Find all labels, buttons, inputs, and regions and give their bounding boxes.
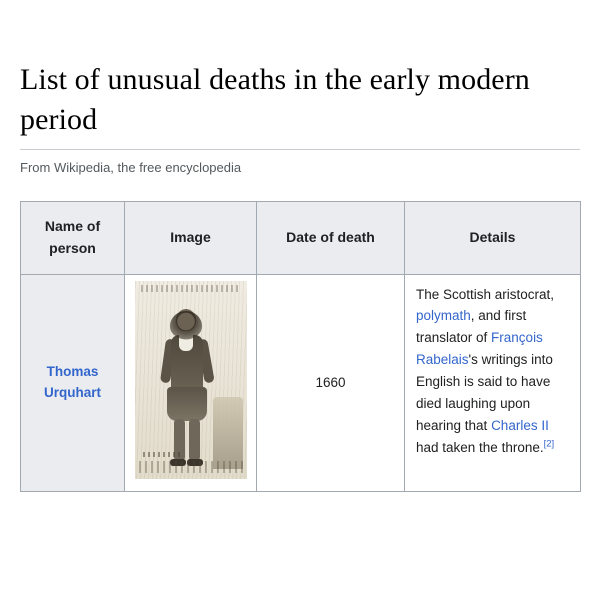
engraving-side-figure bbox=[213, 397, 243, 469]
portrait-engraving-image[interactable] bbox=[135, 281, 247, 479]
details-inline-link[interactable]: François Rabelais bbox=[416, 330, 543, 368]
details-text bbox=[416, 287, 554, 455]
engraving-signature-marks bbox=[143, 452, 183, 457]
unusual-deaths-table bbox=[20, 201, 581, 492]
engraving-ground-hatching bbox=[139, 461, 243, 473]
details-text-fragment: 's writings into English is said to have died laughing upon hearing that bbox=[416, 352, 553, 433]
details-text-fragment: , and first translator of bbox=[416, 308, 527, 346]
details-text-fragment: The Scottish aristocrat, bbox=[416, 286, 555, 302]
column-header-details: Details bbox=[405, 202, 581, 274]
details-inline-link[interactable]: polymath bbox=[416, 308, 471, 324]
table-header-row bbox=[21, 202, 581, 274]
cell-date-of-death: 1660 bbox=[257, 274, 405, 492]
engraving-wig bbox=[170, 311, 202, 341]
engraving-coat bbox=[167, 387, 207, 421]
column-header-name: Name of person bbox=[21, 202, 125, 274]
cell-person-image bbox=[125, 274, 257, 492]
details-inline-link[interactable]: Charles II bbox=[491, 417, 549, 433]
cell-details bbox=[405, 274, 581, 492]
table-row bbox=[21, 274, 581, 492]
reference-link[interactable]: [2] bbox=[543, 438, 555, 450]
reference-marker[interactable] bbox=[544, 438, 555, 449]
details-text-fragment: had taken the throne. bbox=[416, 439, 544, 455]
article-subtitle: From Wikipedia, the free encyclopedia bbox=[20, 160, 242, 176]
page-title: List of unusual deaths in the early modern period bbox=[20, 60, 580, 150]
engraving-leg-right bbox=[189, 419, 200, 461]
cell-person-name bbox=[21, 274, 125, 492]
engraving-caption-marks bbox=[141, 285, 241, 292]
engraving-figure bbox=[161, 307, 213, 467]
column-header-image: Image bbox=[125, 202, 257, 274]
person-link[interactable]: Thomas Urquhart bbox=[44, 364, 101, 401]
column-header-date: Date of death bbox=[257, 202, 405, 274]
